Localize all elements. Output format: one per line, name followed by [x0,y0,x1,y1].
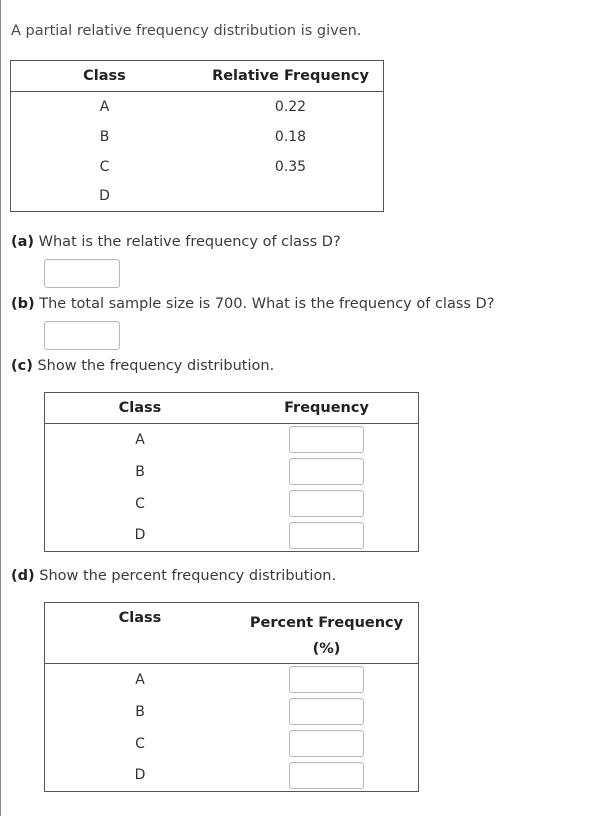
answer-a-input[interactable] [44,259,120,288]
frequency-input-b[interactable] [289,458,364,485]
class-cell: C [99,158,110,175]
question-b-text: The total sample size is 700. What is the frequency of class D? [39,296,495,312]
class-cell: A [135,431,145,448]
question-b [11,296,494,312]
frequency-input-d[interactable] [289,522,364,549]
relative-frequency-cell: 0.35 [274,158,307,175]
page-border [0,0,1,816]
table3-header-percent-unit: (%) [312,641,341,657]
table-row [45,488,419,520]
table-row [45,456,419,488]
table-row [45,728,419,760]
table-row [45,664,419,696]
question-c-text: Show the frequency distribution. [37,358,275,374]
percent-input-b[interactable] [289,698,364,725]
question-a-text: What is the relative frequency of class D? [38,234,341,250]
percent-frequency-table [44,602,419,792]
table1-header-class: Class [11,61,199,92]
class-cell: D [99,188,110,205]
class-cell: B [135,463,145,480]
table-row [11,92,384,122]
class-cell: D [134,767,146,784]
table-row [11,182,384,212]
percent-input-a[interactable] [289,666,364,693]
class-cell: C [135,735,145,752]
class-cell: C [135,495,145,512]
question-c-label: (c) [11,358,33,374]
percent-input-c[interactable] [289,730,364,757]
class-cell: B [135,703,145,720]
class-cell: B [99,128,110,145]
class-cell: A [99,98,110,115]
question-a [11,234,341,250]
table3-header-class [45,603,236,664]
question-a-label: (a) [11,234,35,250]
table-row [45,760,419,792]
question-d [11,568,336,584]
table-row [45,424,419,456]
relative-frequency-table [10,60,384,212]
table3-header-class-label: Class [118,610,162,626]
intro-text: A partial relative frequency distribution is given. [11,23,362,39]
table2-header-frequency: Frequency [235,393,419,424]
relative-frequency-cell: 0.22 [274,98,307,115]
table2-header-class: Class [45,393,236,424]
table-row [45,696,419,728]
question-d-text: Show the percent frequency distribution. [39,568,337,584]
table-row [11,152,384,182]
class-cell: A [135,671,145,688]
table3-header-percent-frequency [235,603,419,664]
class-cell: D [134,527,146,544]
table1-header-relative-frequency: Relative Frequency [198,61,384,92]
relative-frequency-cell [198,182,384,212]
percent-input-d[interactable] [289,762,364,789]
question-c [11,358,274,374]
table-row [45,520,419,552]
frequency-input-c[interactable] [289,490,364,517]
frequency-input-a[interactable] [289,426,364,453]
frequency-table [44,392,419,552]
question-d-label: (d) [11,568,35,584]
relative-frequency-cell: 0.18 [274,128,307,145]
table-row [11,122,384,152]
answer-b-input[interactable] [44,321,120,350]
table3-header-percent-frequency-label: Percent Frequency [249,615,404,631]
question-b-label: (b) [11,296,35,312]
